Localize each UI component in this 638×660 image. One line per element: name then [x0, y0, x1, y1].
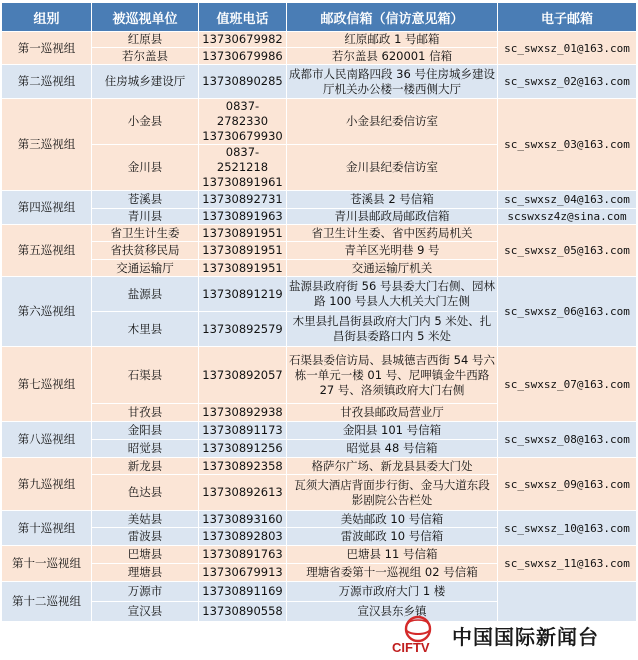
header-email: 电子邮箱 — [498, 3, 637, 32]
unit-cell: 金川县 — [92, 145, 199, 191]
email-cell: sc_swxsz_09@163.com — [498, 458, 637, 511]
phone-cell: 13730890285 — [199, 65, 287, 99]
mailbox-cell: 盐源县政府街 56 号县委大门右侧、园林路 100 号县人大机关大门左侧 — [287, 277, 498, 312]
table-row — [2, 99, 637, 145]
table-row — [2, 32, 637, 48]
table-row — [2, 277, 637, 312]
group-name: 第七巡视组 — [2, 347, 92, 422]
mailbox-cell: 若尔盖县 620001 信箱 — [287, 48, 498, 65]
table-row — [2, 209, 637, 225]
mailbox-cell: 青羊区光明巷 9 号 — [287, 242, 498, 260]
phone-cell: 13730679913 — [199, 564, 287, 582]
group-name: 第四巡视组 — [2, 191, 92, 225]
phone-cell: 0837-2782330 13730679930 — [199, 99, 287, 145]
phone-cell: 13730892938 — [199, 404, 287, 422]
unit-cell: 省卫生计生委 — [92, 225, 199, 242]
unit-cell: 住房城乡建设厅 — [92, 65, 199, 99]
email-cell: scswxsz4z@sina.com — [498, 209, 637, 225]
mailbox-cell: 金川县纪委信访室 — [287, 145, 498, 191]
table-row — [2, 422, 637, 440]
mailbox-cell: 苍溪县 2 号信箱 — [287, 191, 498, 209]
unit-cell: 昭觉县 — [92, 440, 199, 458]
unit-cell: 青川县 — [92, 209, 199, 225]
mailbox-cell: 万源市政府大门 1 楼 — [287, 582, 498, 602]
phone-cell: 13730891951 — [199, 260, 287, 277]
table-row — [2, 582, 637, 602]
phone-cell: 13730891951 — [199, 225, 287, 242]
email-cell: sc_swxsz_06@163.com — [498, 277, 637, 347]
phone-cell: 13730892803 — [199, 528, 287, 546]
unit-cell: 巴塘县 — [92, 546, 199, 564]
mailbox-cell: 美姑邮政 10 号信箱 — [287, 511, 498, 528]
phone-cell: 13730892579 — [199, 312, 287, 347]
unit-cell: 盐源县 — [92, 277, 199, 312]
phone-cell: 13730891763 — [199, 546, 287, 564]
email-cell: sc_swxsz_02@163.com — [498, 65, 637, 99]
unit-cell: 小金县 — [92, 99, 199, 145]
email-cell: sc_swxsz_05@163.com — [498, 225, 637, 277]
phone-cell: 13730891256 — [199, 440, 287, 458]
phone-cell: 13730679986 — [199, 48, 287, 65]
phone-cell: 13730892057 — [199, 347, 287, 404]
phone-cell: 13730893160 — [199, 511, 287, 528]
mailbox-cell: 木里县扎昌街县政府大门内 5 米处、扎昌街县委路口内 5 米处 — [287, 312, 498, 347]
unit-cell: 金阳县 — [92, 422, 199, 440]
unit-cell: 理塘县 — [92, 564, 199, 582]
unit-cell: 美姑县 — [92, 511, 199, 528]
email-cell: sc_swxsz_04@163.com — [498, 191, 637, 209]
header-row — [2, 3, 637, 32]
unit-cell: 雷波县 — [92, 528, 199, 546]
unit-cell: 甘孜县 — [92, 404, 199, 422]
mailbox-cell: 甘孜县邮政局营业厅 — [287, 404, 498, 422]
mailbox-cell: 青川县邮政局邮政信箱 — [287, 209, 498, 225]
phone-cell: 13730679982 — [199, 32, 287, 48]
table-row — [2, 191, 637, 209]
email-cell: sc_swxsz_01@163.com — [498, 32, 637, 65]
phone-cell: 13730892613 — [199, 475, 287, 511]
email-cell: sc_swxsz_03@163.com — [498, 99, 637, 191]
header-mailbox: 邮政信箱（信访意见箱） — [287, 3, 498, 32]
mailbox-cell: 理塘省委第十一巡视组 02 号信箱 — [287, 564, 498, 582]
table-row — [2, 511, 637, 528]
mailbox-cell: 省卫生计生委、省中医药局机关 — [287, 225, 498, 242]
unit-cell: 苍溪县 — [92, 191, 199, 209]
mailbox-cell: 小金县纪委信访室 — [287, 99, 498, 145]
group-name: 第五巡视组 — [2, 225, 92, 277]
unit-cell: 新龙县 — [92, 458, 199, 475]
unit-cell: 若尔盖县 — [92, 48, 199, 65]
unit-cell: 交通运输厅 — [92, 260, 199, 277]
svg-text:CIFTV: CIFTV — [392, 640, 430, 655]
group-name: 第十二巡视组 — [2, 582, 92, 622]
email-cell: sc_swxsz_11@163.com — [498, 546, 637, 582]
mailbox-cell: 交通运输厅机关 — [287, 260, 498, 277]
group-name: 第一巡视组 — [2, 32, 92, 65]
group-name: 第八巡视组 — [2, 422, 92, 458]
unit-cell: 木里县 — [92, 312, 199, 347]
ciftv-watermark — [388, 613, 636, 657]
group-name: 第十巡视组 — [2, 511, 92, 546]
phone-cell: 13730891173 — [199, 422, 287, 440]
group-name: 第九巡视组 — [2, 458, 92, 511]
mailbox-cell: 金阳县 101 号信箱 — [287, 422, 498, 440]
group-name: 第三巡视组 — [2, 99, 92, 191]
mailbox-cell: 巴塘县 11 号信箱 — [287, 546, 498, 564]
group-name: 第六巡视组 — [2, 277, 92, 347]
table-row — [2, 347, 637, 404]
header-group: 组别 — [2, 3, 92, 32]
mailbox-cell: 瓦须大酒店背面步行街、金马大道东段影剧院公告栏处 — [287, 475, 498, 511]
unit-cell: 万源市 — [92, 582, 199, 602]
table-row — [2, 546, 637, 564]
table-row — [2, 458, 637, 475]
phone-cell: 13730892358 — [199, 458, 287, 475]
mailbox-cell: 格萨尔广场、新龙县县委大门处 — [287, 458, 498, 475]
phone-cell: 13730891219 — [199, 277, 287, 312]
table-row — [2, 65, 637, 99]
mailbox-cell: 宣汉县东乡镇 — [287, 602, 498, 622]
mailbox-cell: 石渠县委信访局、县城德吉西街 54 号六栋一单元一楼 01 号、尼呷镇金牛西路 27 号、洛须镇政府大门右侧 — [287, 347, 498, 404]
email-cell: sc_swxsz_10@163.com — [498, 511, 637, 546]
unit-cell: 石渠县 — [92, 347, 199, 404]
unit-cell: 红原县 — [92, 32, 199, 48]
email-cell: sc_swxsz_08@163.com — [498, 422, 637, 458]
mailbox-cell: 成都市人民南路四段 36 号住房城乡建设厅机关办公楼一楼西侧大厅 — [287, 65, 498, 99]
unit-cell: 色达县 — [92, 475, 199, 511]
header-unit: 被巡视单位 — [92, 3, 199, 32]
ciftv-logo — [388, 615, 452, 655]
ciftv-name: 中国国际新闻台 — [452, 624, 599, 649]
phone-cell: 13730890558 — [199, 602, 287, 622]
unit-cell: 省扶贫移民局 — [92, 242, 199, 260]
group-name: 第二巡视组 — [2, 65, 92, 99]
phone-cell: 0837-2521218 13730891961 — [199, 145, 287, 191]
email-cell: sc_swxsz_07@163.com — [498, 347, 637, 422]
phone-cell: 13730891169 — [199, 582, 287, 602]
mailbox-cell: 红原邮政 1 号邮箱 — [287, 32, 498, 48]
phone-cell: 13730891963 — [199, 209, 287, 225]
group-name: 第十一巡视组 — [2, 546, 92, 582]
mailbox-cell: 雷波邮政 10 号信箱 — [287, 528, 498, 546]
inspection-contact-table — [1, 2, 637, 622]
phone-cell: 13730892731 — [199, 191, 287, 209]
mailbox-cell: 昭觉县 48 号信箱 — [287, 440, 498, 458]
phone-cell: 13730891951 — [199, 242, 287, 260]
table-row — [2, 225, 637, 242]
unit-cell: 宣汉县 — [92, 602, 199, 622]
header-phone: 值班电话 — [199, 3, 287, 32]
